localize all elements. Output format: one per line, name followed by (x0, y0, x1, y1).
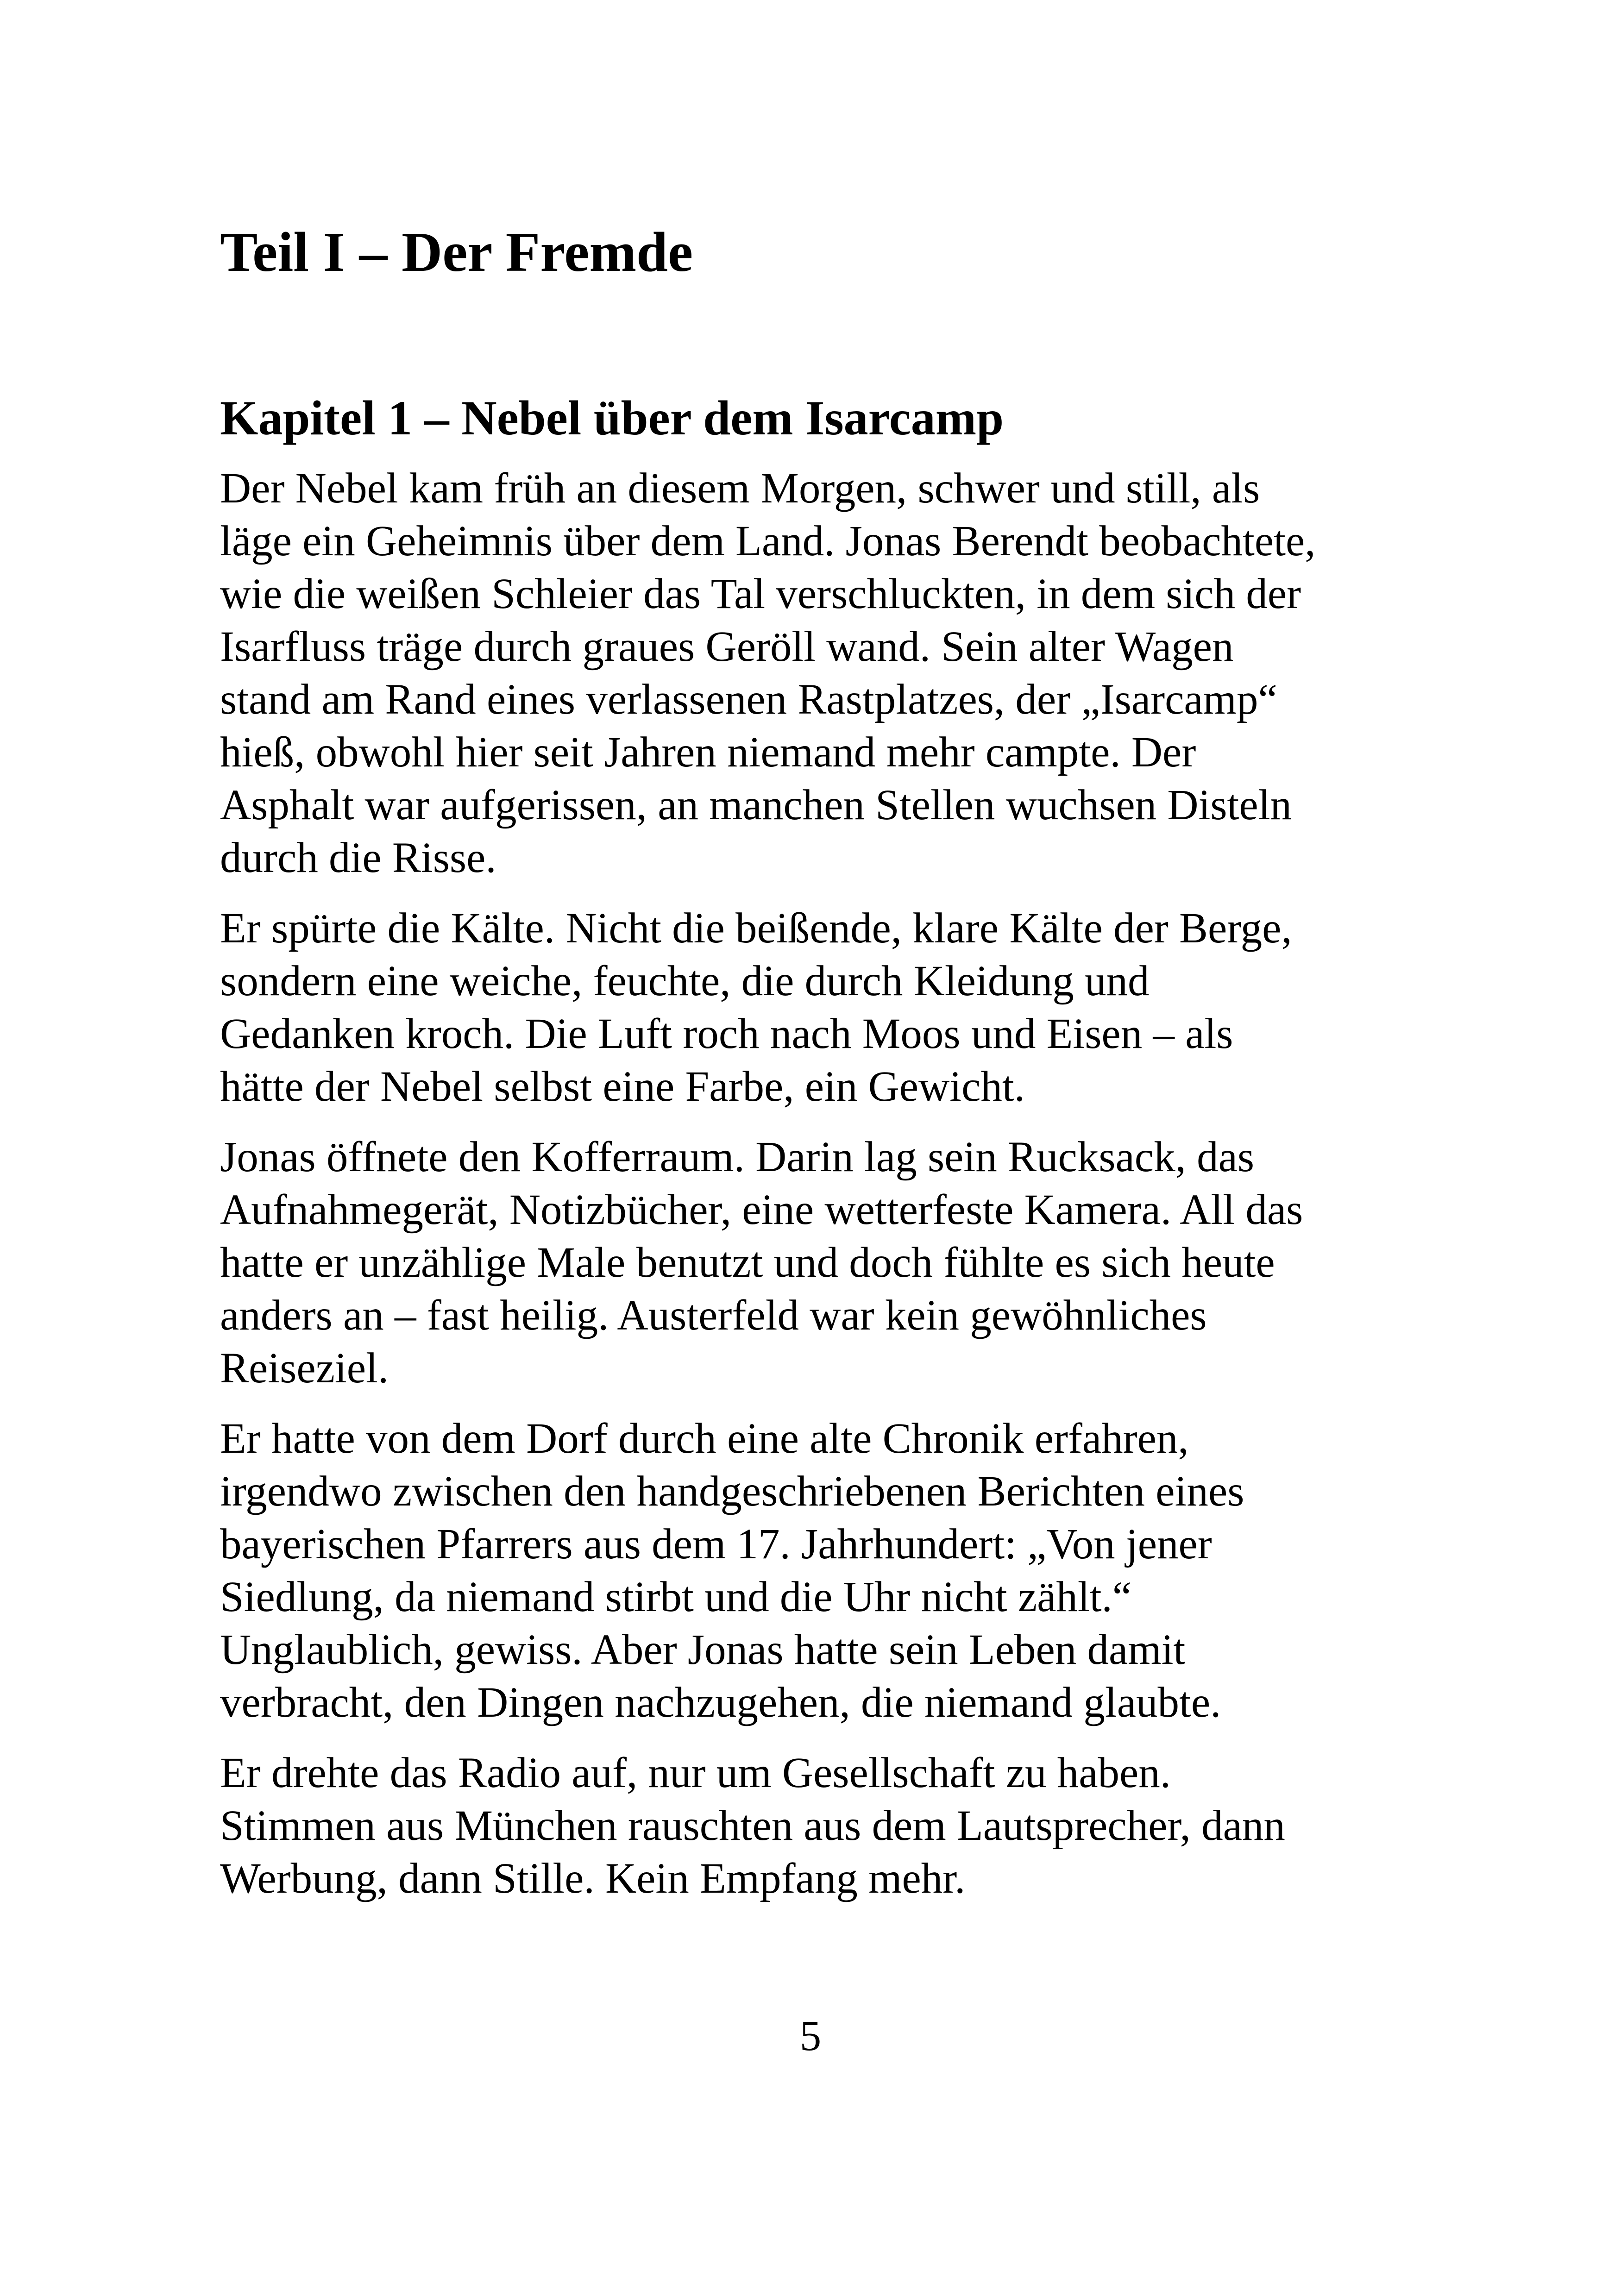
paragraph (220, 1131, 1424, 1395)
text-line: hieß, obwohl hier seit Jahren niemand mehr campte. Der (220, 728, 1196, 776)
text-line: hätte der Nebel selbst eine Farbe, ein Gewicht. (220, 1063, 1025, 1110)
part-title: Teil I – Der Fremde (220, 221, 693, 283)
paragraph (220, 1747, 1424, 1905)
text-line: durch die Risse. (220, 834, 496, 882)
text-line: läge ein Geheimnis über dem Land. Jonas Berendt beobachtete, (220, 517, 1316, 565)
text-line: stand am Rand eines verlassenen Rastplatzes, der „Isarcamp“ (220, 676, 1277, 723)
text-line: Isarfluss träge durch graues Geröll wand. Sein alter Wagen (220, 623, 1234, 671)
text-line: Siedlung, da niemand stirbt und die Uhr nicht zählt.“ (220, 1573, 1132, 1621)
text-line: anders an – fast heilig. Austerfeld war kein gewöhnliches (220, 1292, 1207, 1339)
text-line: irgendwo zwischen den handgeschriebenen Berichten eines (220, 1468, 1244, 1515)
paragraph (220, 462, 1424, 885)
text-line: Aufnahmegerät, Notizbücher, eine wetterfeste Kamera. All das (220, 1186, 1303, 1234)
page-content (220, 218, 1424, 1923)
text-line: Gedanken kroch. Die Luft roch nach Moos und Eisen – als (220, 1010, 1233, 1058)
text-line: sondern eine weiche, feuchte, die durch Kleidung und (220, 957, 1150, 1005)
text-line: Stimmen aus München rauschten aus dem Lautsprecher, dann (220, 1802, 1285, 1850)
text-line: wie die weißen Schleier das Tal verschluckten, in dem sich der (220, 570, 1301, 618)
body-text (220, 462, 1424, 1905)
text-line: Werbung, dann Stille. Kein Empfang mehr. (220, 1855, 966, 1902)
text-line: Asphalt war aufgerissen, an manchen Stellen wuchsen Disteln (220, 781, 1292, 829)
text-line: Er drehte das Radio auf, nur um Gesellschaft zu haben. (220, 1749, 1171, 1797)
text-line: Unglaublich, gewiss. Aber Jonas hatte sein Leben damit (220, 1626, 1186, 1674)
text-line: verbracht, den Dingen nachzugehen, die niemand glaubte. (220, 1679, 1221, 1726)
chapter-title: Kapitel 1 – Nebel über dem Isarcamp (220, 391, 1004, 445)
text-line: hatte er unzählige Male benutzt und doch fühlte es sich heute (220, 1239, 1275, 1286)
text-line: Jonas öffnete den Kofferraum. Darin lag sein Rucksack, das (220, 1133, 1255, 1181)
text-line: Er spürte die Kälte. Nicht die beißende, klare Kälte der Berge, (220, 904, 1292, 952)
text-line: bayerischen Pfarrers aus dem 17. Jahrhundert: „Von jener (220, 1520, 1212, 1568)
page-number: 5 (799, 2012, 822, 2060)
text-line: Er hatte von dem Dorf durch eine alte Chronik erfahren, (220, 1415, 1189, 1462)
text-line: Reiseziel. (220, 1344, 389, 1392)
paragraph (220, 902, 1424, 1113)
paragraph (220, 1412, 1424, 1729)
text-line: Der Nebel kam früh an diesem Morgen, schwer und still, als (220, 464, 1260, 512)
